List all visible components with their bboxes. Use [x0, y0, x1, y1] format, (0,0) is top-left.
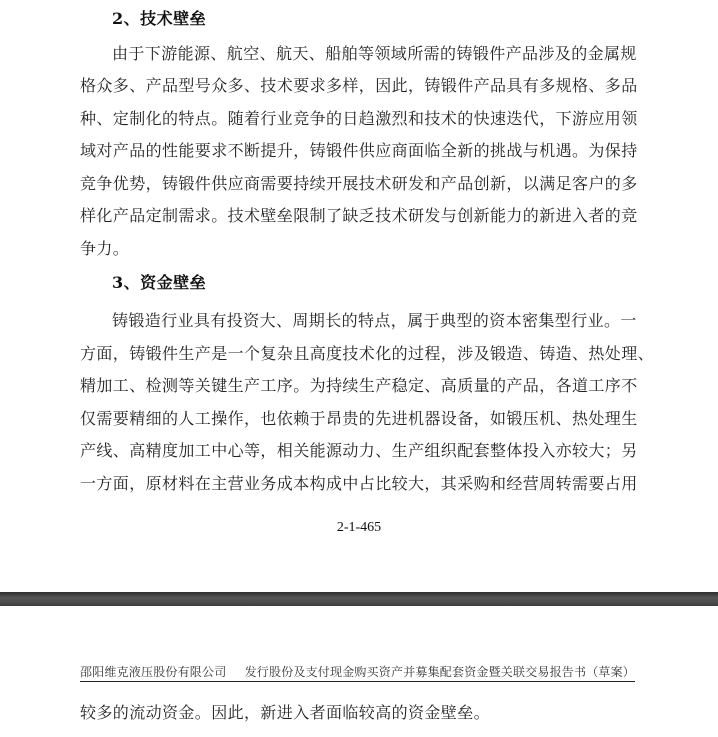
paragraph-line: 样化产品定制需求。技术壁垒限制了缺乏技术研发与创新能力的新进入者的竞 [80, 206, 638, 225]
page-separator [0, 592, 718, 606]
paragraph-line: 域对产品的性能要求不断提升，铸锻件供应商面临全新的挑战与机遇。为保持 [80, 141, 638, 160]
paragraph-line: 精加工、检测等关键生产工序。为持续生产稳定、高质量的产品，各道工序不 [80, 376, 638, 395]
paragraph-line: 仅需要精细的人工操作，也依赖于昂贵的先进机器设备，如锻压机、热处理生 [80, 409, 638, 428]
paragraph-line: 由于下游能源、航空、航天、船舶等领域所需的铸锻件产品涉及的金属规 [112, 44, 637, 63]
paragraph-line: 铸锻造行业具有投资大、周期长的特点，属于典型的资本密集型行业。一 [112, 311, 637, 330]
running-header [80, 663, 635, 682]
paragraph-line: 较多的流动资金。因此，新进入者面临较高的资金壁垒。 [80, 703, 491, 722]
paragraph-line: 一方面，原材料在主营业务成本构成中占比较大，其采购和经营周转需要占用 [80, 474, 638, 493]
running-header-company: 邵阳维克液压股份有限公司 [80, 665, 227, 679]
section-heading-capital-barrier: 3、资金壁垒 [112, 273, 207, 292]
paragraph-line: 争力。 [80, 239, 130, 258]
paragraph-line: 种、定制化的特点。随着行业竞争的日趋激烈和技术的快速迭代，下游应用领 [80, 109, 638, 128]
running-header-document-title: 发行股份及支付现金购买资产并募集配套资金暨关联交易报告书（草案） [244, 665, 635, 679]
section-heading-technical-barrier: 2、技术壁垒 [112, 9, 207, 28]
paragraph-line: 方面，铸锻件生产是一个复杂且高度技术化的过程，涉及锻造、铸造、热处理、 [80, 344, 655, 363]
paragraph-line: 格众多、产品型号众多、技术要求多样，因此，铸锻件产品具有多规格、多品 [80, 76, 638, 95]
paragraph-line: 产线、高精度加工中心等，相关能源动力、生产组织配套整体投入亦较大；另 [80, 441, 638, 460]
page-number: 2-1-465 [336, 520, 382, 535]
paragraph-line: 竞争优势，铸锻件供应商需要持续开展技术研发和产品创新，以满足客户的多 [80, 174, 638, 193]
